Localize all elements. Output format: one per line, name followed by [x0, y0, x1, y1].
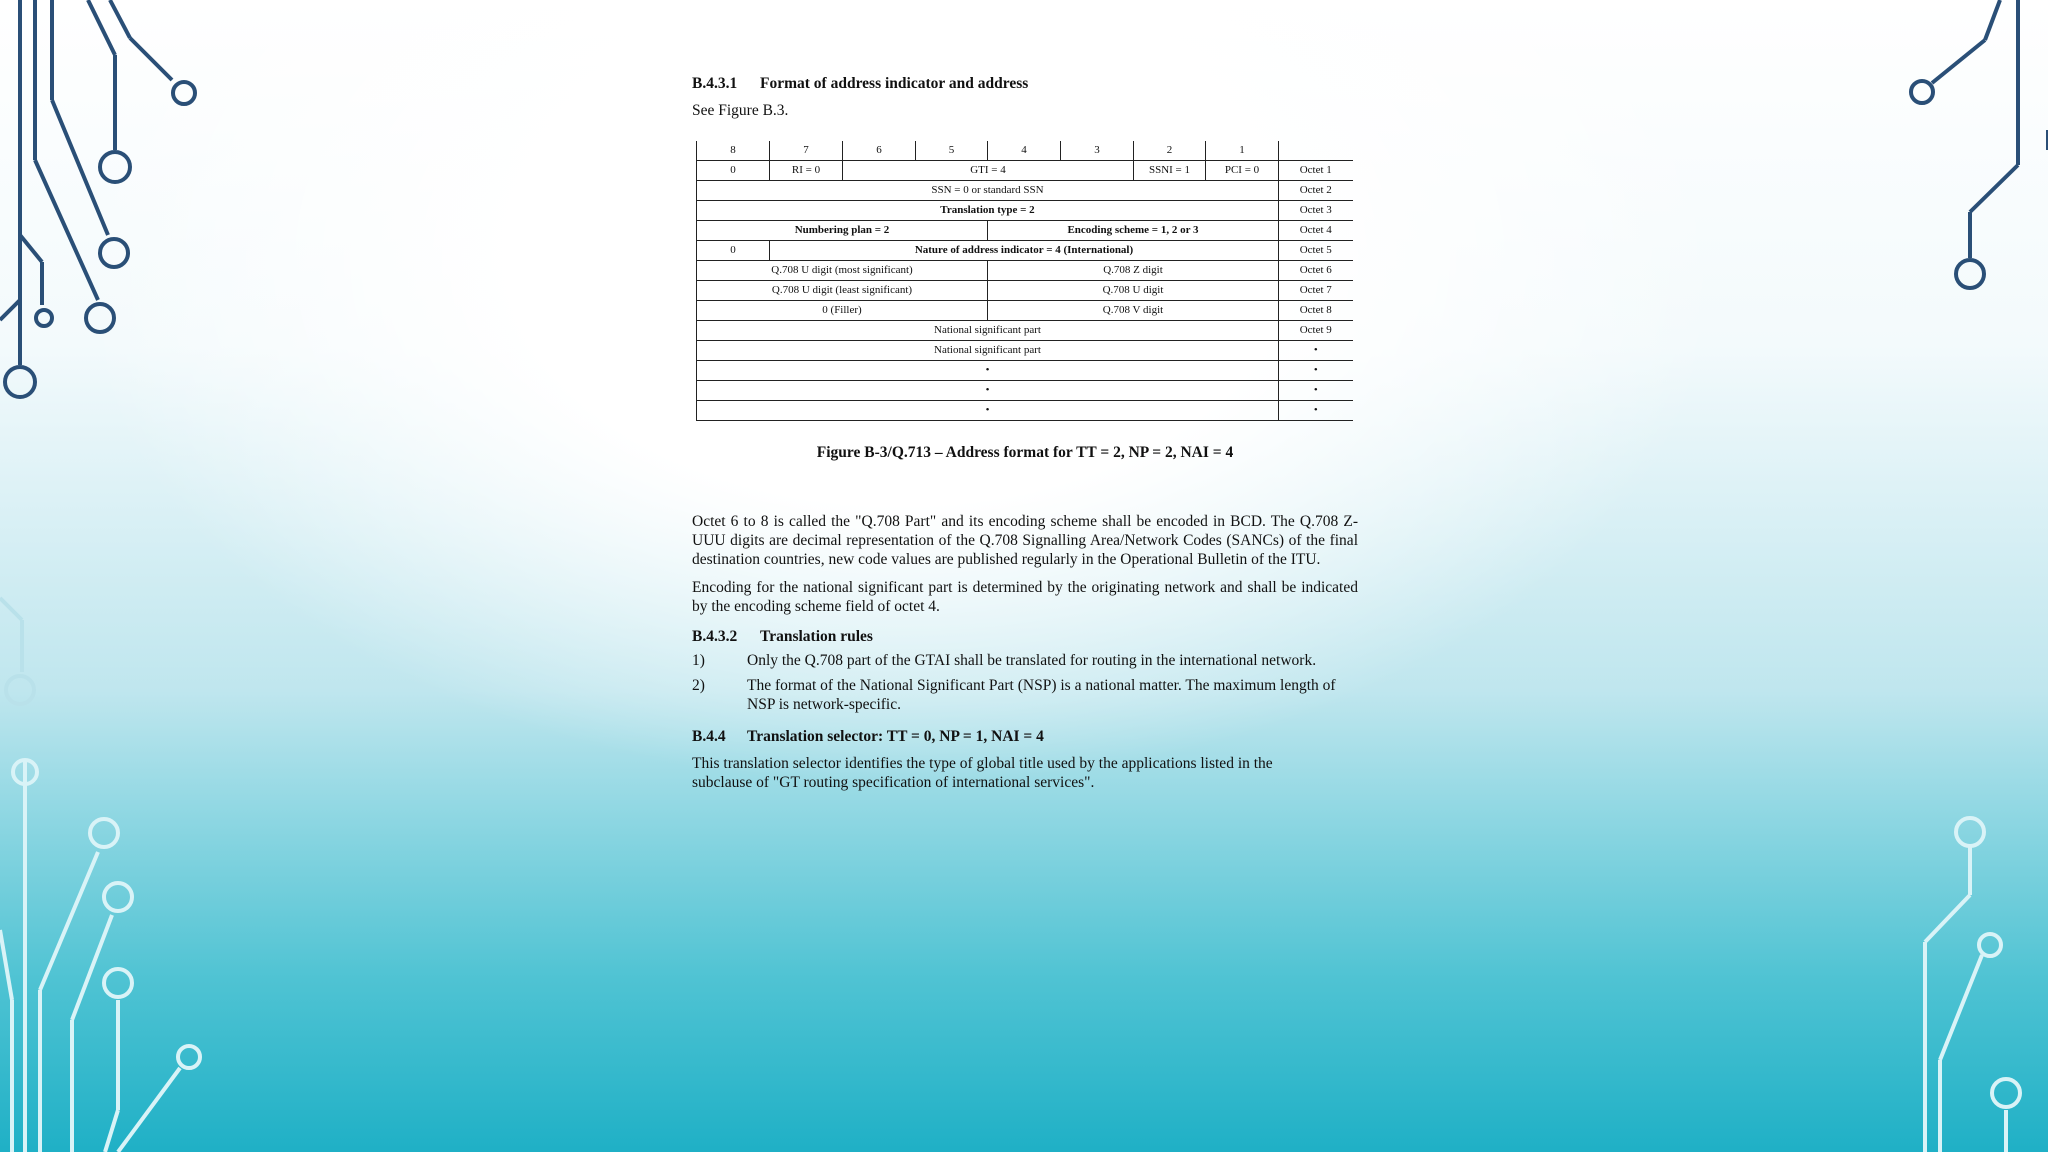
paragraph-q708-part: Octet 6 to 8 is called the "Q.708 Part" and its encoding scheme shall be encoded in BCD. The Q.708 Z-UUU digits are decimal representation of the Q.708 Signalling Area/Network Codes (SANCs) of the final destination countries, new code values are published regularly in the Operational Bulletin of the ITU. — [692, 513, 1358, 568]
paragraph-encoding: Encoding for the national significant part is determined by the originating network and shall be indicated by the encoding scheme field of octet 4. — [692, 579, 1358, 615]
table-row: Q.708 U digit (most significant) Q.708 Z digit Octet 6 — [697, 261, 1353, 281]
table-row: 0 Nature of address indicator = 4 (International) Octet 5 — [697, 241, 1353, 261]
address-format-table — [696, 141, 1353, 421]
section-heading-b432: B.4.3.2 Translation rules — [692, 628, 873, 645]
table-row: National significant part Octet 9 — [697, 321, 1353, 341]
table-row: National significant part • — [697, 341, 1353, 361]
list-item: 2) The format of the National Significant Part (NSP) is a national matter. The maximum length of NSP is network-specific. — [692, 677, 1336, 713]
table-row: 0 (Filler) Q.708 V digit Octet 8 — [697, 301, 1353, 321]
table-row: • • — [697, 401, 1353, 421]
table-row: SSN = 0 or standard SSN Octet 2 — [697, 181, 1353, 201]
section-heading-b44: B.4.4 Translation selector: TT = 0, NP = 1, NAI = 4 — [692, 728, 1044, 745]
table-row: 0 RI = 0 GTI = 4 SSNI = 1 PCI = 0 Octet 1 — [697, 161, 1353, 181]
section-heading-b431: B.4.3.1 Format of address indicator and address — [692, 75, 1029, 92]
figure-caption: Figure B-3/Q.713 – Address format for TT = 2, NP = 2, NAI = 4 — [816, 444, 1234, 461]
table-row: • • — [697, 361, 1353, 381]
table-row: • • — [697, 381, 1353, 401]
section-intro: See Figure B.3. — [692, 102, 789, 119]
table-row: Q.708 U digit (least significant) Q.708 U digit Octet 7 — [697, 281, 1353, 301]
table-row: Translation type = 2 Octet 3 — [697, 201, 1353, 221]
list-item: 1) Only the Q.708 part of the GTAI shall be translated for routing in the international network. — [692, 652, 1317, 669]
table-row: Numbering plan = 2 Encoding scheme = 1, 2 or 3 Octet 4 — [697, 221, 1353, 241]
bit-header-row: 8 7 6 5 4 3 2 1 — [697, 141, 1353, 161]
paragraph-translation-selector: This translation selector identifies the type of global title used by the applications listed in the subclause of "GT routing specification of international services". — [692, 755, 1273, 791]
